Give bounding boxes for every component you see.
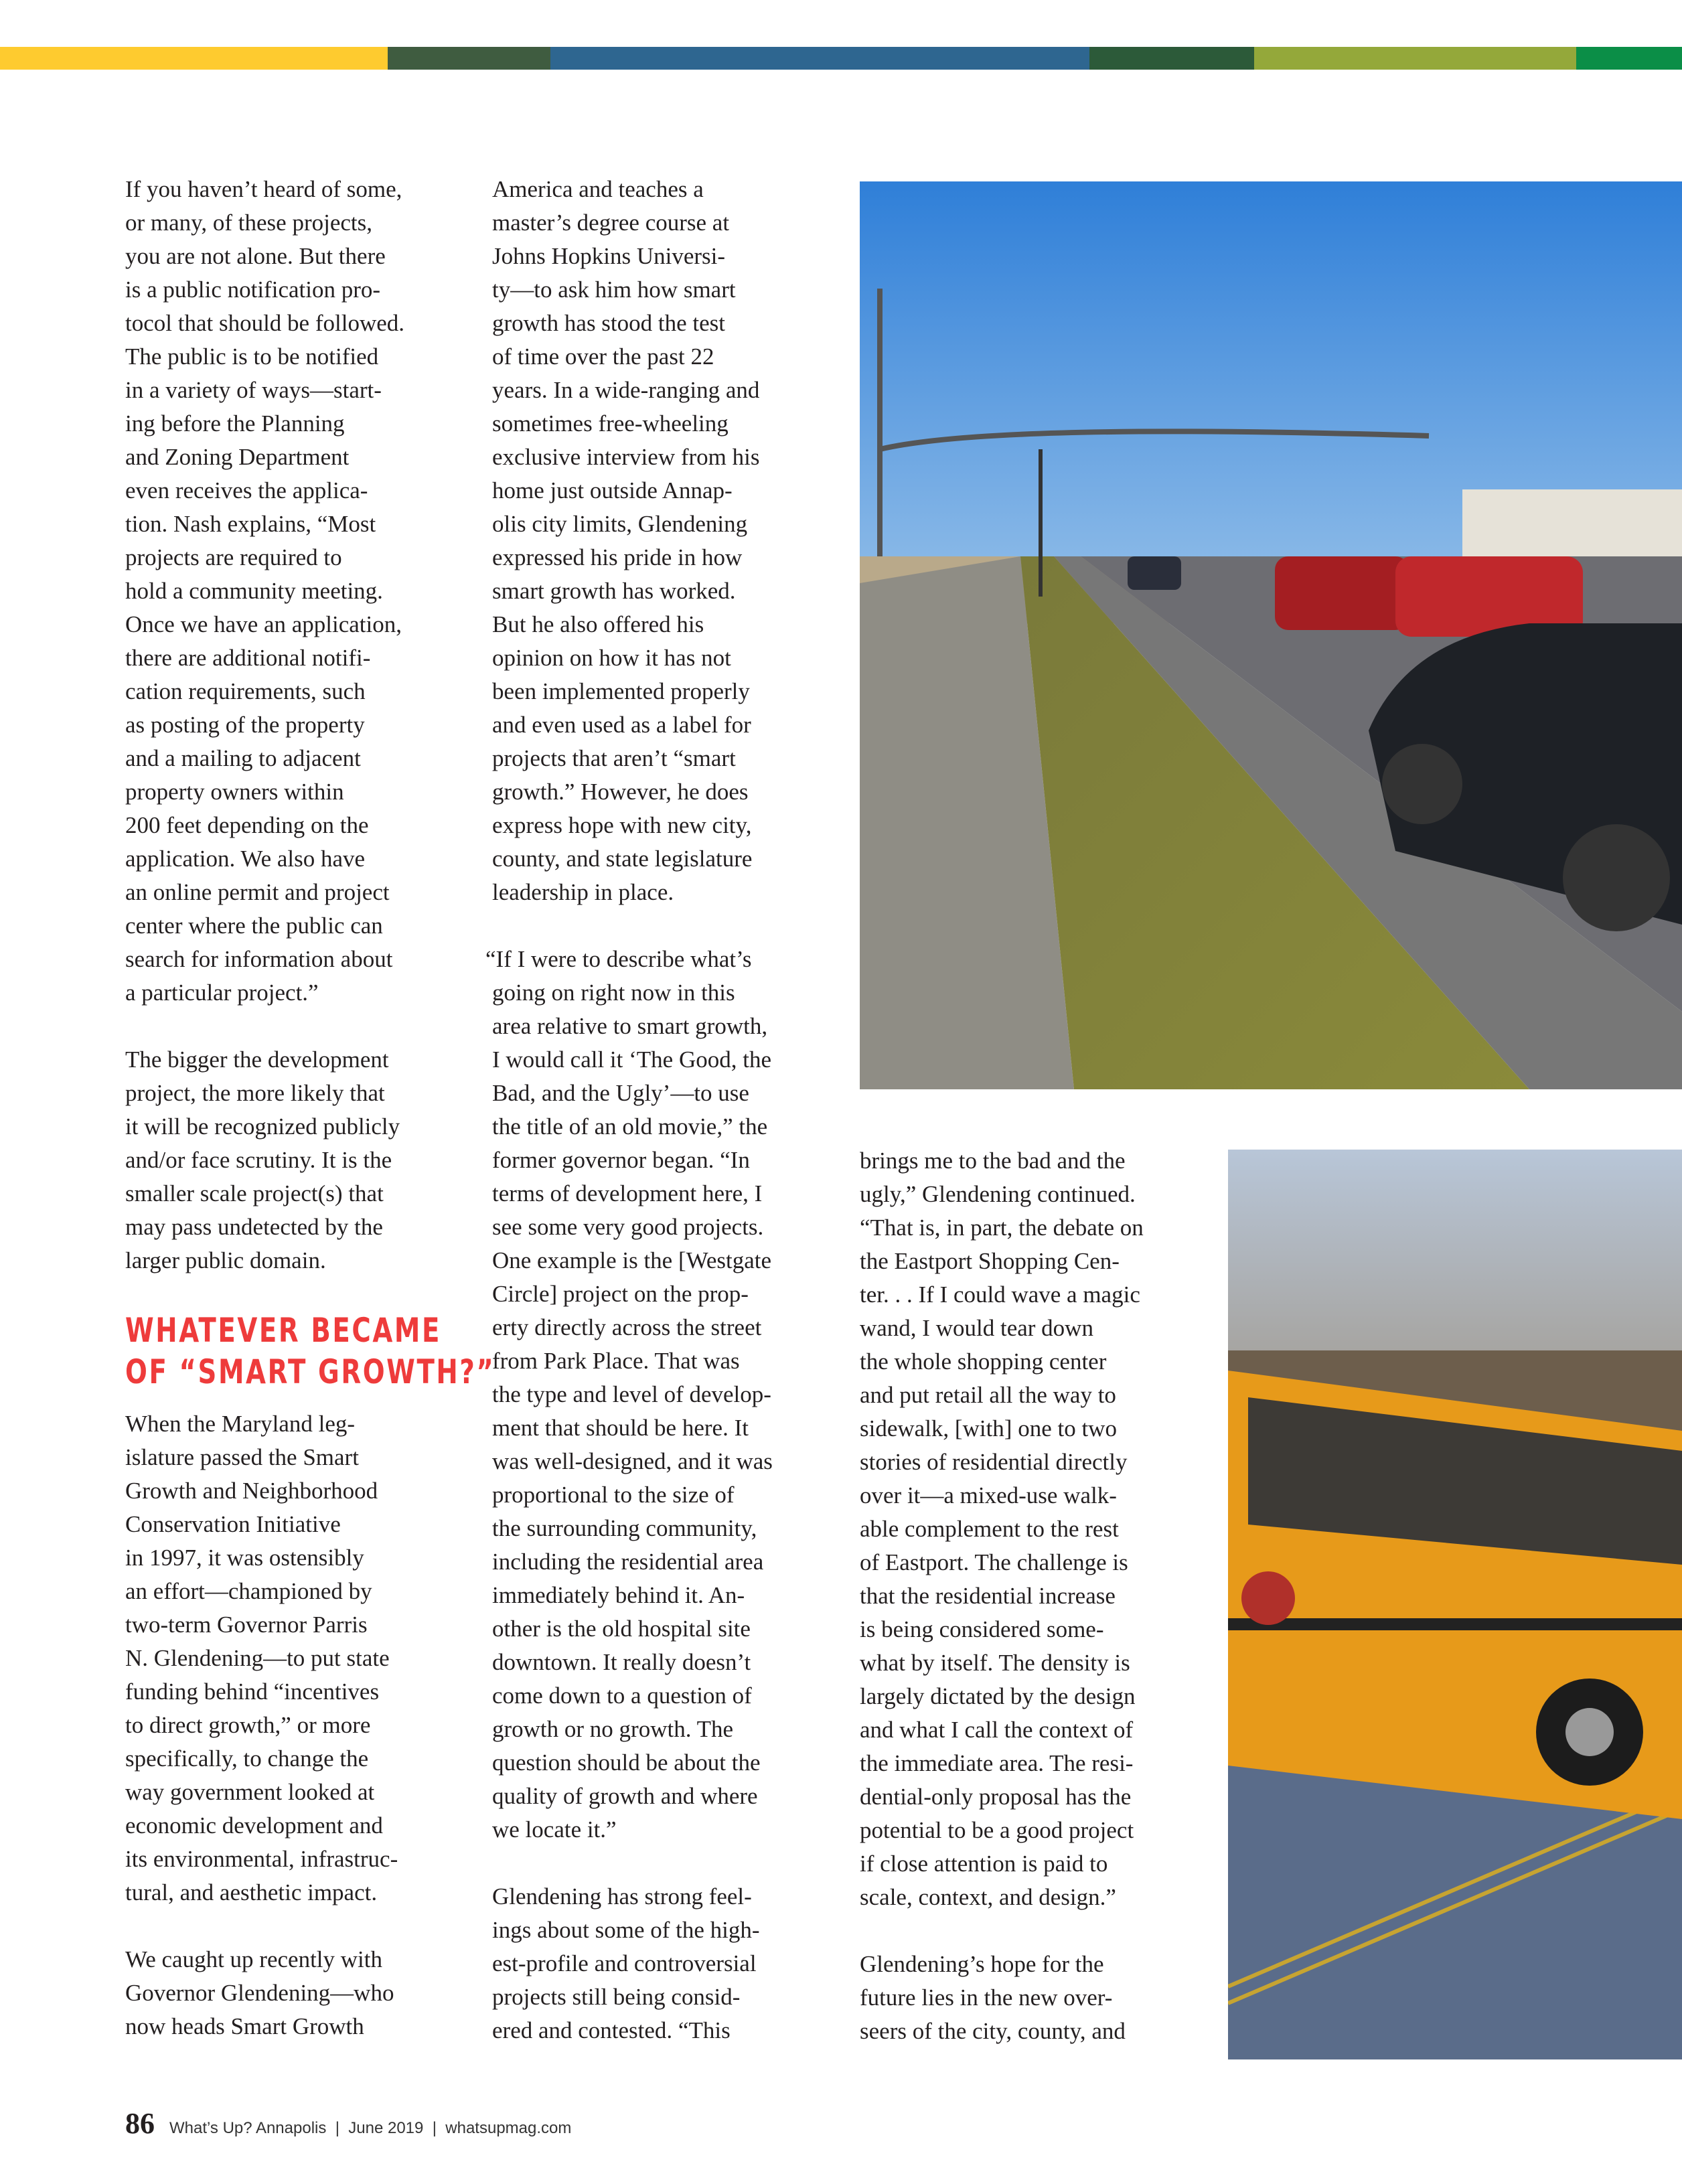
text-line: sometimes free-wheeling — [492, 410, 729, 437]
text-line: question should be about the — [492, 1749, 761, 1776]
color-bar-segment — [550, 47, 1089, 70]
article-column-1-continued — [125, 1407, 398, 2077]
text-line: When the Maryland leg- — [125, 1411, 356, 1437]
text-line: the type and level of develop- — [492, 1381, 771, 1407]
text-line: what by itself. The density is — [860, 1650, 1130, 1676]
text-line: dential-only proposal has the — [860, 1784, 1132, 1810]
text-line: and a mailing to adjacent — [125, 745, 361, 771]
text-line: that the residential increase — [860, 1583, 1116, 1609]
text-line: tocol that should be followed. — [125, 310, 405, 336]
text-line: funding behind “incentives — [125, 1679, 380, 1705]
road-traffic-photo — [860, 181, 1682, 1089]
text-line: terms of development here, I — [492, 1180, 763, 1206]
footer-publication-info: What’s Up? Annapolis | June 2019 | whatsupmag.com — [169, 2119, 572, 2137]
text-line: quality of growth and where — [492, 1783, 758, 1809]
text-line: express hope with new city, — [492, 812, 752, 838]
text-line: sidewalk, [with] one to two — [860, 1415, 1117, 1441]
color-bar-segment — [1576, 47, 1682, 70]
text-line: potential to be a good project — [860, 1817, 1134, 1843]
text-line: as posting of the property — [125, 712, 365, 738]
text-line: wand, I would tear down — [860, 1315, 1093, 1341]
text-line: expressed his pride in how — [492, 544, 743, 570]
text-line: islature passed the Smart — [125, 1444, 359, 1470]
text-line: Johns Hopkins Universi- — [492, 243, 726, 269]
text-line: projects still being consid- — [492, 1984, 741, 2010]
text-line: was well-designed, and it was — [492, 1448, 773, 1474]
text-line: over it—a mixed-use walk- — [860, 1482, 1117, 1508]
text-line: the whole shopping center — [860, 1348, 1107, 1375]
color-bar-segment — [0, 47, 388, 70]
paragraph — [860, 1144, 1144, 1914]
text-line: But he also offered his — [492, 611, 704, 637]
text-line: the title of an old movie,” the — [492, 1113, 768, 1140]
text-line: ugly,” Glendening continued. — [860, 1181, 1136, 1207]
text-line: you are not alone. But there — [125, 243, 386, 269]
text-line: If you haven’t heard of some, — [125, 176, 402, 202]
text-line: of time over the past 22 — [492, 343, 714, 370]
text-line: or many, of these projects, — [125, 210, 373, 236]
text-line: specifically, to change the — [125, 1745, 369, 1772]
text-line: other is the old hospital site — [492, 1616, 751, 1642]
text-line: now heads Smart Growth — [125, 2013, 364, 2039]
text-line: the surrounding community, — [492, 1515, 757, 1541]
text-line: of Eastport. The challenge is — [860, 1549, 1128, 1575]
text-line: N. Glendening—to put state — [125, 1645, 390, 1671]
text-line: an online permit and project — [125, 879, 390, 905]
text-line: property owners within — [125, 779, 344, 805]
text-line: Governor Glendening—who — [125, 1980, 394, 2006]
article-column-3 — [860, 1144, 1144, 2082]
color-bar-segment — [1254, 47, 1576, 70]
text-line: going on right now in this — [492, 980, 735, 1006]
text-line: growth.” However, he does — [492, 779, 749, 805]
text-line: a particular project.” — [125, 980, 319, 1006]
heading-line: OF “SMART GROWTH?” — [125, 1352, 495, 1391]
text-line: future lies in the new over- — [860, 1984, 1113, 2011]
text-line: projects are required to — [125, 544, 342, 570]
text-line: and put retail all the way to — [860, 1382, 1116, 1408]
text-line: projects that aren’t “smart — [492, 745, 736, 771]
paragraph — [125, 1407, 398, 1909]
text-line: tion. Nash explains, “Most — [125, 511, 376, 537]
color-bar-segment — [388, 47, 550, 70]
text-line: largely dictated by the design — [860, 1683, 1136, 1709]
text-line: years. In a wide-ranging and — [492, 377, 760, 403]
school-bus-photo — [1228, 1150, 1682, 2059]
text-line: I would call it ‘The Good, the — [492, 1046, 771, 1073]
text-line: larger public domain. — [125, 1247, 326, 1273]
text-line: it will be recognized publicly — [125, 1113, 400, 1140]
text-line: is being considered some- — [860, 1616, 1104, 1642]
text-line: Glendening has strong feel- — [492, 1883, 752, 1909]
text-line: and Zoning Department — [125, 444, 350, 470]
text-line: olis city limits, Glendening — [492, 511, 748, 537]
text-line: see some very good projects. — [492, 1214, 764, 1240]
text-line: come down to a question of — [492, 1683, 752, 1709]
text-line: tural, and aesthetic impact. — [125, 1879, 378, 1905]
text-line: 200 feet depending on the — [125, 812, 369, 838]
page-number: 86 — [125, 2107, 155, 2140]
text-line: and/or face scrutiny. It is the — [125, 1147, 392, 1173]
text-line: home just outside Annap- — [492, 477, 733, 503]
text-line: two-term Governor Parris — [125, 1612, 368, 1638]
text-line: may pass undetected by the — [125, 1214, 383, 1240]
text-line: Growth and Neighborhood — [125, 1478, 378, 1504]
paragraph — [125, 1043, 404, 1277]
text-line: Circle] project on the prop- — [492, 1281, 749, 1307]
paragraph — [125, 1943, 398, 2043]
text-line: Conservation Initiative — [125, 1511, 341, 1537]
text-line: its environmental, infrastruc- — [125, 1846, 398, 1872]
text-line: America and teaches a — [492, 176, 704, 202]
text-line: ings about some of the high- — [492, 1917, 760, 1943]
paragraph — [492, 173, 773, 909]
page-footer — [125, 2106, 571, 2140]
text-line: project, the more likely that — [125, 1080, 385, 1106]
text-line: The bigger the development — [125, 1046, 389, 1073]
text-line: cation requirements, such — [125, 678, 366, 704]
text-line: scale, context, and design.” — [860, 1884, 1116, 1910]
text-line: master’s degree course at — [492, 210, 730, 236]
text-line: including the residential area — [492, 1549, 764, 1575]
paragraph — [492, 1880, 773, 2047]
text-line: to direct growth,” or more — [125, 1712, 371, 1738]
text-line: the immediate area. The resi- — [860, 1750, 1134, 1776]
text-line: growth or no growth. The — [492, 1716, 733, 1742]
text-line: and even used as a label for — [492, 712, 751, 738]
text-line: center where the public can — [125, 913, 383, 939]
text-line: ty—to ask him how smart — [492, 277, 736, 303]
text-line: former governor began. “In — [492, 1147, 750, 1173]
text-line: and what I call the context of — [860, 1717, 1134, 1743]
text-line: in 1997, it was ostensibly — [125, 1545, 364, 1571]
text-line: “That is, in part, the debate on — [860, 1215, 1144, 1241]
paragraph — [860, 1948, 1144, 2048]
text-line: from Park Place. That was — [492, 1348, 740, 1374]
text-line: seers of the city, county, and — [860, 2018, 1126, 2044]
text-line: way government looked at — [125, 1779, 375, 1805]
text-line: Bad, and the Ugly’—to use — [492, 1080, 749, 1106]
text-line: there are additional notifi- — [125, 645, 371, 671]
text-line: “If I were to describe what’s — [485, 946, 752, 972]
text-line: in a variety of ways—start- — [125, 377, 382, 403]
text-line: opinion on how it has not — [492, 645, 731, 671]
text-line: search for information about — [125, 946, 393, 972]
text-line: hold a community meeting. — [125, 578, 383, 604]
text-line: smaller scale project(s) that — [125, 1180, 384, 1206]
text-line: immediately behind it. An- — [492, 1582, 745, 1608]
text-line: economic development and — [125, 1812, 383, 1839]
text-line: brings me to the bad and the — [860, 1148, 1126, 1174]
text-line: ment that should be here. It — [492, 1415, 749, 1441]
text-line: if close attention is paid to — [860, 1851, 1108, 1877]
text-line: ered and contested. “This — [492, 2017, 731, 2043]
section-heading — [125, 1310, 495, 1393]
text-line: growth has stood the test — [492, 310, 726, 336]
text-line: We caught up recently with — [125, 1946, 382, 1972]
text-line: application. We also have — [125, 846, 366, 872]
text-line: is a public notification pro- — [125, 277, 381, 303]
text-line: ter. . . If I could wave a magic — [860, 1281, 1140, 1308]
text-line: downtown. It really doesn’t — [492, 1649, 751, 1675]
text-line: even receives the applica- — [125, 477, 368, 503]
paragraph — [485, 943, 773, 1847]
text-line: an effort—championed by — [125, 1578, 372, 1604]
paragraph — [125, 173, 404, 1010]
text-line: smart growth has worked. — [492, 578, 736, 604]
text-line: The public is to be notified — [125, 343, 379, 370]
text-line: est-profile and controversial — [492, 1950, 757, 1976]
text-line: the Eastport Shopping Cen- — [860, 1248, 1120, 1274]
text-line: Glendening’s hope for the — [860, 1951, 1104, 1977]
text-line: county, and state legislature — [492, 846, 753, 872]
text-line: area relative to smart growth, — [492, 1013, 768, 1039]
color-bar-segment — [1089, 47, 1254, 70]
text-line: leadership in place. — [492, 879, 674, 905]
text-line: ing before the Planning — [125, 410, 345, 437]
text-line: stories of residential directly — [860, 1449, 1128, 1475]
article-column-1 — [125, 173, 404, 1311]
text-line: Once we have an application, — [125, 611, 402, 637]
text-line: able complement to the rest — [860, 1516, 1119, 1542]
text-line: One example is the [Westgate — [492, 1247, 772, 1273]
text-line: proportional to the size of — [492, 1482, 735, 1508]
text-line: exclusive interview from his — [492, 444, 760, 470]
heading-line: WHATEVER BECAME — [125, 1311, 442, 1350]
text-line: erty directly across the street — [492, 1314, 762, 1340]
article-column-2 — [485, 173, 773, 2081]
text-line: been implemented properly — [492, 678, 750, 704]
text-line: we locate it.” — [492, 1816, 617, 1843]
